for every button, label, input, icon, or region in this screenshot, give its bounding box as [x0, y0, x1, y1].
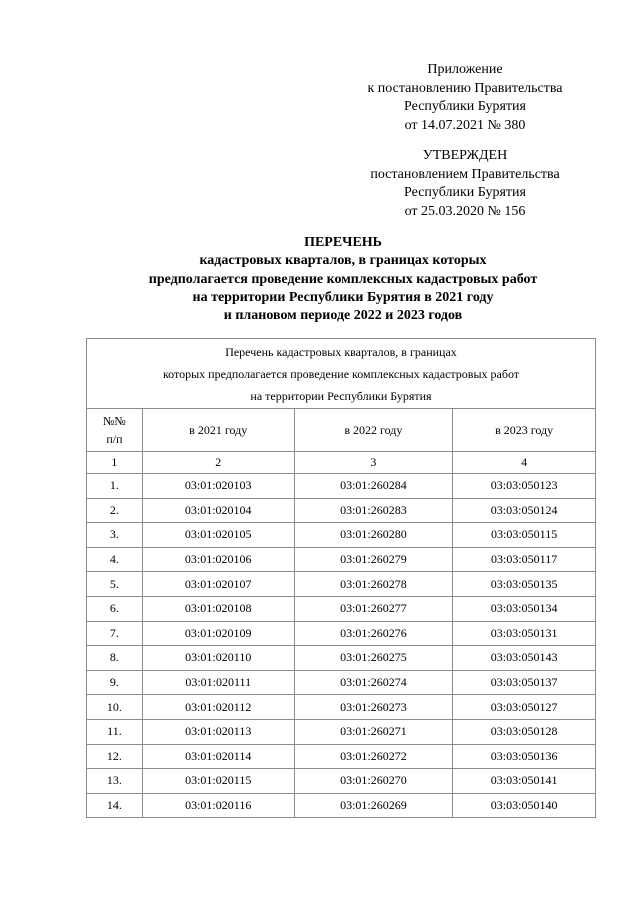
quarter-2023-cell: 03:03:050115 [453, 523, 596, 548]
quarter-2023-cell: 03:03:050140 [453, 793, 596, 818]
table-row [87, 572, 596, 597]
quarter-2022-cell: 03:01:260269 [294, 793, 453, 818]
quarter-2023-cell: 03:03:050124 [453, 498, 596, 523]
quarter-2022-cell: 03:01:260279 [294, 547, 453, 572]
quarter-2022-cell: 03:01:260270 [294, 769, 453, 794]
table-row [87, 596, 596, 621]
column-number: 1 [87, 452, 143, 474]
quarter-2021-cell: 03:01:020107 [142, 572, 294, 597]
quarter-2022-cell: 03:01:260284 [294, 474, 453, 499]
quarter-2021-cell: 03:01:020116 [142, 793, 294, 818]
quarter-2021-cell: 03:01:020113 [142, 719, 294, 744]
quarter-2023-cell: 03:03:050141 [453, 769, 596, 794]
row-number-cell: 8. [87, 646, 143, 671]
header-number-line1: №№ [102, 414, 126, 428]
header-number [87, 409, 143, 452]
row-number-cell: 1. [87, 474, 143, 499]
quarter-2022-cell: 03:01:260280 [294, 523, 453, 548]
approval-line: от 25.03.2020 № 156 [404, 203, 526, 219]
row-number-cell: 10. [87, 695, 143, 720]
row-number-cell: 12. [87, 744, 143, 769]
quarter-2022-cell: 03:01:260273 [294, 695, 453, 720]
row-number-cell: 2. [87, 498, 143, 523]
quarter-2021-cell: 03:01:020105 [142, 523, 294, 548]
column-number: 3 [294, 452, 453, 474]
approval-line: Республики Бурятия [404, 185, 526, 200]
table-row [87, 744, 596, 769]
table-row [87, 719, 596, 744]
header-number-line2: п/п [106, 432, 123, 446]
quarter-2021-cell: 03:01:020109 [142, 621, 294, 646]
quarter-2023-cell: 03:03:050128 [453, 719, 596, 744]
table-caption [87, 339, 596, 409]
approval-block [355, 147, 575, 221]
quarter-2023-cell: 03:03:050123 [453, 474, 596, 499]
table-header-row [87, 409, 596, 452]
appendix-line: Приложение [427, 62, 503, 77]
quarter-2023-cell: 03:03:050131 [453, 621, 596, 646]
quarter-2022-cell: 03:01:260274 [294, 670, 453, 695]
column-number: 2 [142, 452, 294, 474]
table-row [87, 793, 596, 818]
quarter-2022-cell: 03:01:260276 [294, 621, 453, 646]
quarter-2023-cell: 03:03:050117 [453, 547, 596, 572]
header-2022: в 2022 году [294, 409, 453, 452]
quarter-2022-cell: 03:01:260272 [294, 744, 453, 769]
table-row [87, 523, 596, 548]
title-line: и плановом периоде 2022 и 2023 годов [223, 308, 463, 324]
quarter-2023-cell: 03:03:050136 [453, 744, 596, 769]
appendix-line: Республики Бурятия [404, 99, 526, 114]
quarter-2021-cell: 03:01:020106 [142, 547, 294, 572]
quarter-2021-cell: 03:01:020111 [142, 670, 294, 695]
quarter-2021-cell: 03:01:020110 [142, 646, 294, 671]
quarter-2021-cell: 03:01:020114 [142, 744, 294, 769]
quarter-2021-cell: 03:01:020103 [142, 474, 294, 499]
row-number-cell: 9. [87, 670, 143, 695]
table-row [87, 695, 596, 720]
caption-line: на территории Республики Бурятия [250, 389, 432, 403]
quarter-2021-cell: 03:01:020115 [142, 769, 294, 794]
appendix-line: от 14.07.2021 № 380 [404, 117, 526, 133]
quarter-2023-cell: 03:03:050143 [453, 646, 596, 671]
row-number-cell: 4. [87, 547, 143, 572]
quarter-2023-cell: 03:03:050137 [453, 670, 596, 695]
row-number-cell: 14. [87, 793, 143, 818]
row-number-cell: 5. [87, 572, 143, 597]
row-number-cell: 3. [87, 523, 143, 548]
row-number-cell: 13. [87, 769, 143, 794]
cadastral-table [86, 338, 596, 818]
quarter-2021-cell: 03:01:020112 [142, 695, 294, 720]
quarter-2023-cell: 03:03:050134 [453, 596, 596, 621]
table-row [87, 474, 596, 499]
quarter-2022-cell: 03:01:260271 [294, 719, 453, 744]
title-line: на территории Республики Бурятия в 2021 году [192, 289, 494, 305]
table-row [87, 498, 596, 523]
header-2023: в 2023 году [453, 409, 596, 452]
appendix-line: к постановлению Правительства [367, 80, 563, 96]
quarter-2022-cell: 03:01:260283 [294, 498, 453, 523]
table-row [87, 621, 596, 646]
document-title [90, 234, 596, 325]
quarter-2023-cell: 03:03:050127 [453, 695, 596, 720]
quarter-2022-cell: 03:01:260275 [294, 646, 453, 671]
approval-line: постановлением Правительства [370, 166, 560, 182]
table-row [87, 769, 596, 794]
quarter-2021-cell: 03:01:020108 [142, 596, 294, 621]
column-number-row [87, 452, 596, 474]
caption-line: Перечень кадастровых кварталов, в границах [225, 345, 457, 359]
column-number: 4 [453, 452, 596, 474]
title-line: кадастровых кварталов, в границах которых [199, 253, 487, 269]
quarter-2023-cell: 03:03:050135 [453, 572, 596, 597]
table-row [87, 646, 596, 671]
quarter-2022-cell: 03:01:260277 [294, 596, 453, 621]
quarter-2021-cell: 03:01:020104 [142, 498, 294, 523]
appendix-block [355, 61, 575, 135]
table-row [87, 547, 596, 572]
row-number-cell: 7. [87, 621, 143, 646]
caption-line: которых предполагается проведение комплексных кадастровых работ [162, 367, 520, 381]
approval-line: УТВЕРЖДЕН [422, 148, 508, 163]
table-row [87, 670, 596, 695]
row-number-cell: 6. [87, 596, 143, 621]
row-number-cell: 11. [87, 719, 143, 744]
header-2021: в 2021 году [142, 409, 294, 452]
title-line: ПЕРЕЧЕНЬ [304, 235, 382, 250]
quarter-2022-cell: 03:01:260278 [294, 572, 453, 597]
title-line: предполагается проведение комплексных кадастровых работ [148, 271, 538, 287]
